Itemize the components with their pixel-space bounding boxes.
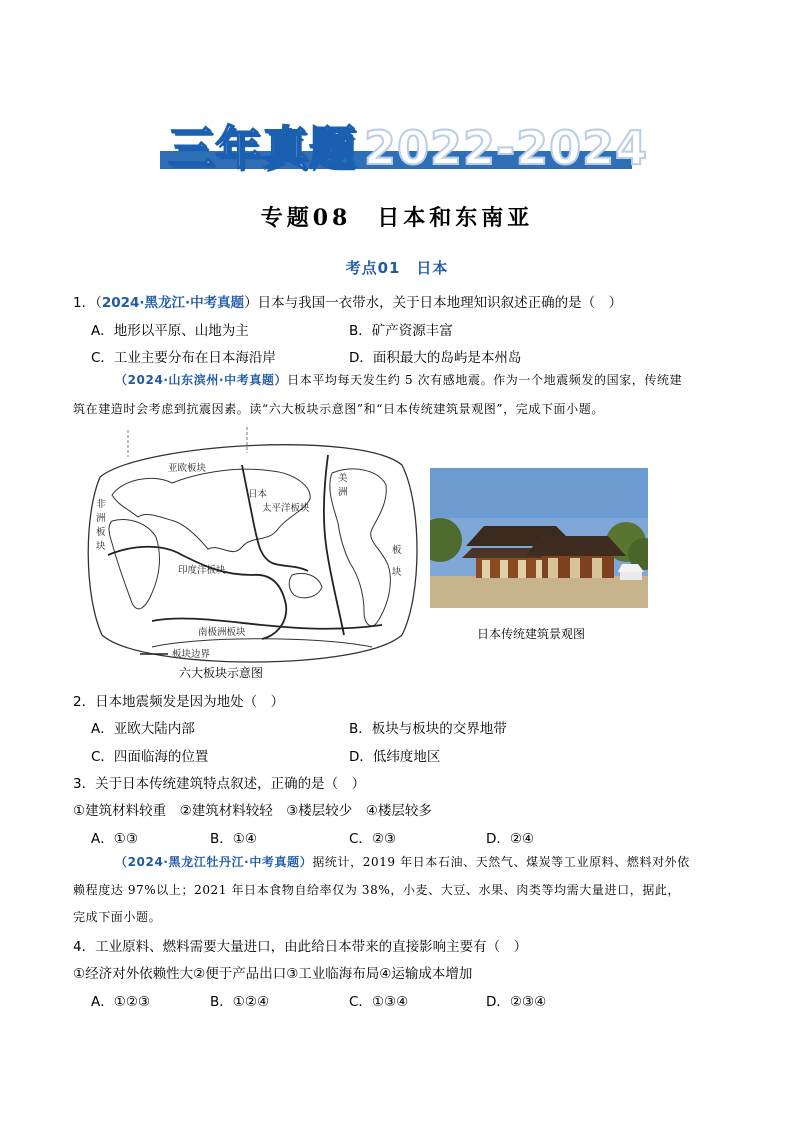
intro-paragraph-2 xyxy=(115,850,735,874)
label-american-plate-1: 美 xyxy=(338,473,348,484)
q4-option-a: A．①②③ xyxy=(91,994,151,1010)
label-eurasian-plate: 亚欧板块 xyxy=(168,463,207,474)
label-american-plate-4: 块 xyxy=(392,567,402,578)
q3-option-b: B．①④ xyxy=(210,831,257,847)
q1-option-d: D．面积最大的岛屿是本州岛 xyxy=(349,350,522,366)
intro1-source: （2024·山东滨州·中考真题） xyxy=(115,373,288,387)
label-african-plate-1: 非 xyxy=(96,499,106,510)
question-3: 3．关于日本传统建筑特点叙述，正确的是（ ） xyxy=(73,776,366,792)
map-caption: 六大板块示意图 xyxy=(179,666,264,680)
q1-source: 2024·黑龙江·中考真题 xyxy=(101,295,245,311)
q4-option-c: C．①③④ xyxy=(349,994,409,1010)
label-antarctic-plate: 南极洲板块 xyxy=(198,627,246,638)
intro2-line1: 据统计，2019 年日本石油、天然气、煤炭等工业原料、燃料对外依 xyxy=(312,855,690,869)
building-illustration xyxy=(430,468,648,608)
banner-years: 2022-2024 xyxy=(364,121,649,175)
legend-boundary-label: 板块边界 xyxy=(172,649,211,660)
question-2: 2．日本地震频发是因为地处（ ） xyxy=(73,694,285,710)
intro2-line2: 赖程度达 97%以上；2021 年日本食物自给率仅为 38%，小麦、大豆、水果、肉类等均需大量进口，据此， xyxy=(73,883,681,897)
q1-stem: ）日本与我国一衣带水，关于日本地理知识叙述正确的是（ ） xyxy=(244,295,623,311)
q2-option-a: A．亚欧大陆内部 xyxy=(91,721,195,737)
label-pacific-plate: 太平洋板块 xyxy=(262,503,310,514)
label-american-plate-2: 洲 xyxy=(338,487,348,498)
intro2-source: （2024·黑龙江牡丹江·中考真题） xyxy=(115,855,313,869)
q1-option-a: A．地形以平原、山地为主 xyxy=(91,323,249,339)
q3-option-c: C．②③ xyxy=(349,831,397,847)
q3-choices: ①建筑材料较重 ②建筑材料较轻 ③楼层较少 ④楼层较多 xyxy=(73,803,432,819)
q4-option-d: D．②③④ xyxy=(486,994,547,1010)
plate-map xyxy=(82,425,422,685)
page-title: 专题08 日本和东南亚 xyxy=(260,205,534,231)
label-indian-plate: 印度洋板块 xyxy=(178,565,226,576)
label-african-plate-4: 块 xyxy=(96,541,106,552)
label-african-plate-2: 洲 xyxy=(96,513,106,524)
q4-choices: ①经济对外依赖性大②便于产品出口③工业临海布局④运输成本增加 xyxy=(73,966,473,982)
map-outline xyxy=(88,445,417,662)
label-african-plate-3: 板 xyxy=(96,527,106,538)
question-1 xyxy=(73,291,622,311)
question-4: 4．工业原料、燃料需要大量进口，由此给日本带来的直接影响主要有（ ） xyxy=(73,939,528,955)
q3-option-d: D．②④ xyxy=(486,831,535,847)
photo-caption: 日本传统建筑景观图 xyxy=(477,627,586,641)
intro-paragraph-1 xyxy=(115,368,735,392)
q2-option-d: D．低纬度地区 xyxy=(349,749,441,765)
label-japan: 日本 xyxy=(248,489,268,500)
intro2-line3: 完成下面小题。 xyxy=(73,910,162,924)
banner xyxy=(168,112,649,175)
section-subtitle: 考点01 日本 xyxy=(345,259,449,277)
building-photo xyxy=(430,468,648,608)
intro1-line2: 筑在建造时会考虑到抗震因素。读“六大板块示意图”和“日本传统建筑景观图”，完成下面小题。 xyxy=(73,402,604,416)
intro1-line1: 日本平均每天发生约 5 次有感地震。作为一个地震频发的国家，传统建 xyxy=(287,373,683,387)
q2-option-b: B．板块与板块的交界地带 xyxy=(349,721,507,737)
q3-option-a: A．①③ xyxy=(91,831,138,847)
q2-option-c: C．四面临海的位置 xyxy=(91,749,209,765)
q4-option-b: B．①②④ xyxy=(210,994,270,1010)
q1-number: 1．（ xyxy=(73,295,102,311)
q1-option-c: C．工业主要分布在日本海沿岸 xyxy=(91,350,276,366)
banner-text: 三年真题 xyxy=(168,121,356,175)
label-american-plate-3: 板 xyxy=(392,545,402,556)
q1-option-b: B．矿产资源丰富 xyxy=(349,323,453,339)
